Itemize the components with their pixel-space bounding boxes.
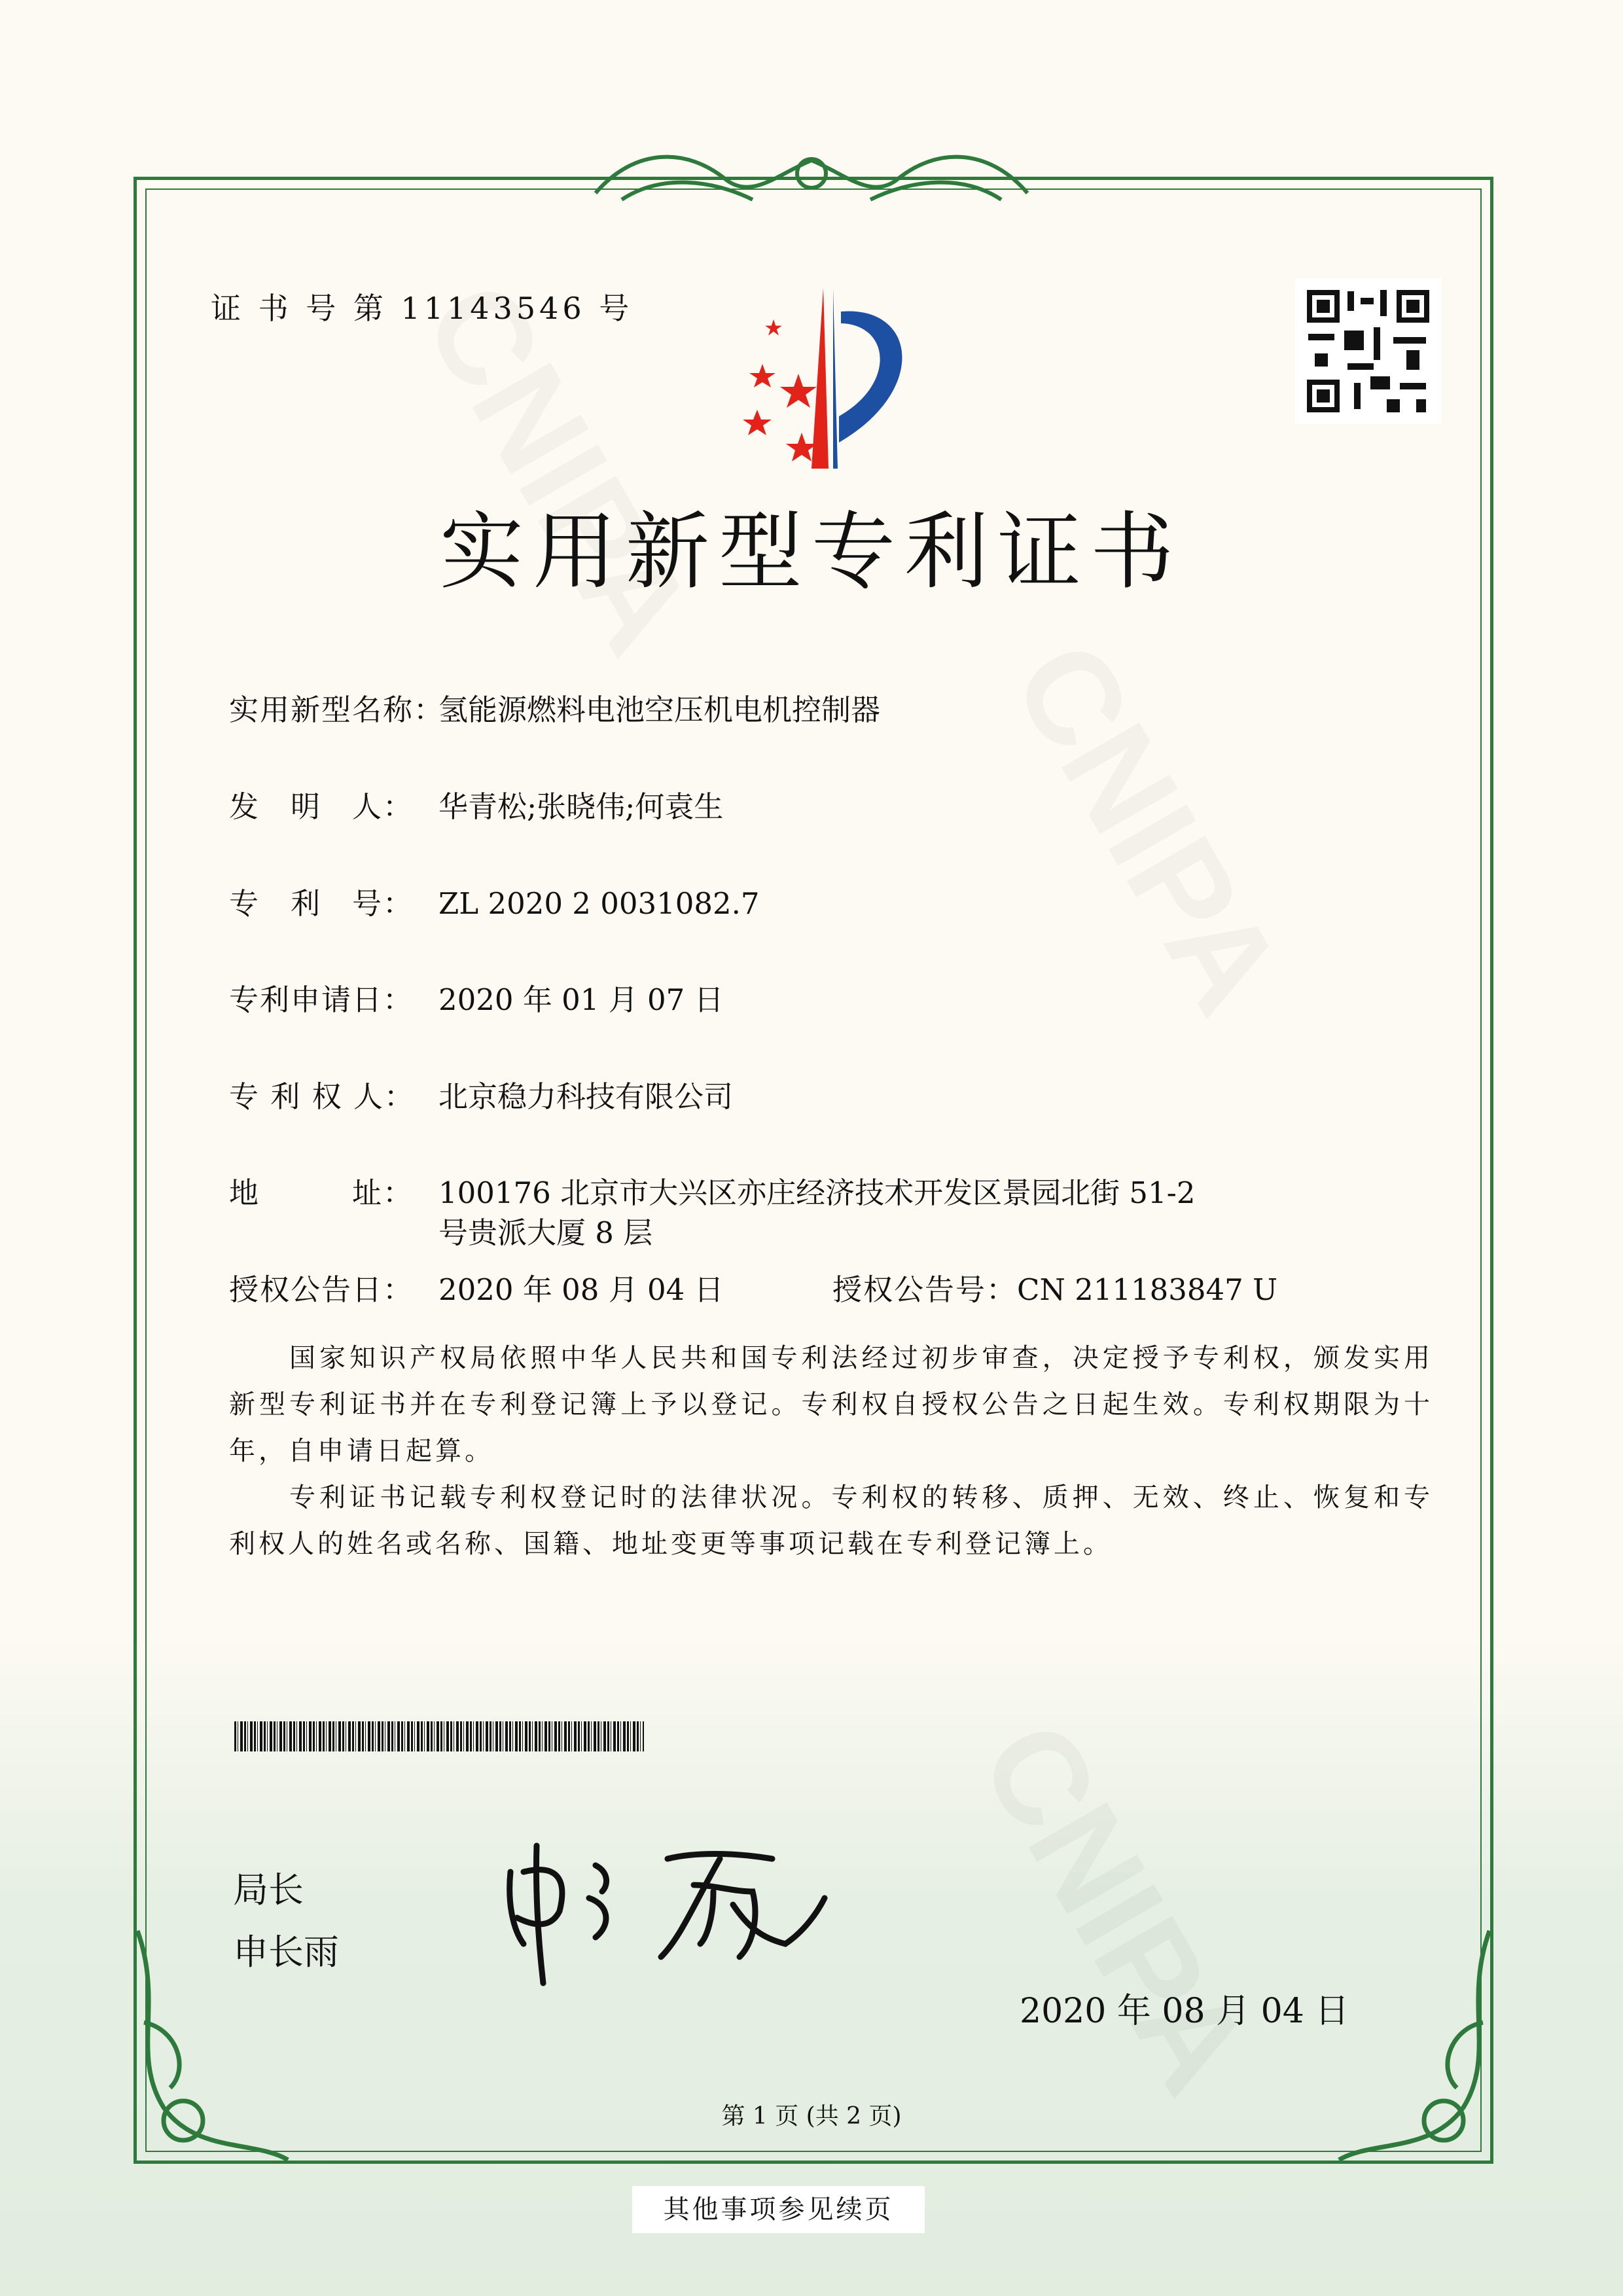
qr-code [1295,278,1441,424]
field-publication-number [832,1266,1277,1308]
field-application-date [229,976,724,1018]
field-value: 2020 年 08 月 04 日 [438,1272,724,1307]
field-patent-number [229,880,760,922]
field-label: 地 址： [229,1175,414,1210]
field-value: 氢能源燃料电池空压机电机控制器 [438,692,881,727]
field-address-line2: 号贵派大厦 8 层 [438,1215,653,1250]
field-label: 授权公告号： [832,1272,1018,1307]
top-ornament-icon [582,134,1041,219]
field-value: ZL 2020 2 0031082.7 [438,886,760,921]
field-value: 100176 北京市大兴区亦庄经济技术开发区景园北街 51-2 [438,1175,1196,1210]
field-label: 授权公告日： [229,1272,414,1307]
page-indicator: 第 1 页 (共 2 页) [721,2103,902,2130]
signatory-title: 局长 [233,1869,304,1910]
field-value: 2020 年 01 月 07 日 [438,982,724,1017]
field-inventors [229,783,723,825]
field-value: CN 211183847 U [1017,1272,1278,1307]
field-label: 专利申请日： [229,982,414,1017]
field-label: 专 利 权 人： [229,1079,415,1114]
field-label: 发 明 人： [229,789,414,824]
statement-paragraph: 国家知识产权局依照中华人民共和国专利法经过初步审查，决定授予专利权，颁发实用新型专利证书并在专利登记簿上予以登记。专利权自授权公告之日起生效。专利权期限为十年，自申请日起算。 [229,1343,1433,1466]
continuation-note: 其他事项参见续页 [632,2186,925,2233]
field-utility-model-name [229,686,880,728]
page-title: 实用新型专利证书 [439,503,1183,601]
certificate-number: 证 书 号 第 11143546 号 [211,291,633,326]
issue-date: 2020 年 08 月 04 日 [1020,1992,1349,2031]
field-label: 实用新型名称： [229,692,445,727]
cnipa-logo [700,285,936,472]
certificate-statement [229,1335,1433,1568]
barcode [234,1721,644,1751]
field-address [229,1169,1196,1211]
corner-ornament-icon [1332,1924,1503,2173]
field-patentee [229,1073,733,1115]
field-label: 专 利 号： [229,886,414,921]
field-value: 华青松;张晓伟;何袁生 [438,789,724,824]
signatory-name: 申长雨 [233,1931,339,1973]
statement-paragraph: 专利证书记载专利权登记时的法律状况。专利权的转移、质押、无效、终止、恢复和专利权人的姓名或名称、国籍、地址变更等事项记载在专利登记簿上。 [229,1482,1433,1559]
signature [497,1833,838,1990]
field-grant-date [229,1266,724,1308]
field-value: 北京稳力科技有限公司 [438,1079,734,1114]
